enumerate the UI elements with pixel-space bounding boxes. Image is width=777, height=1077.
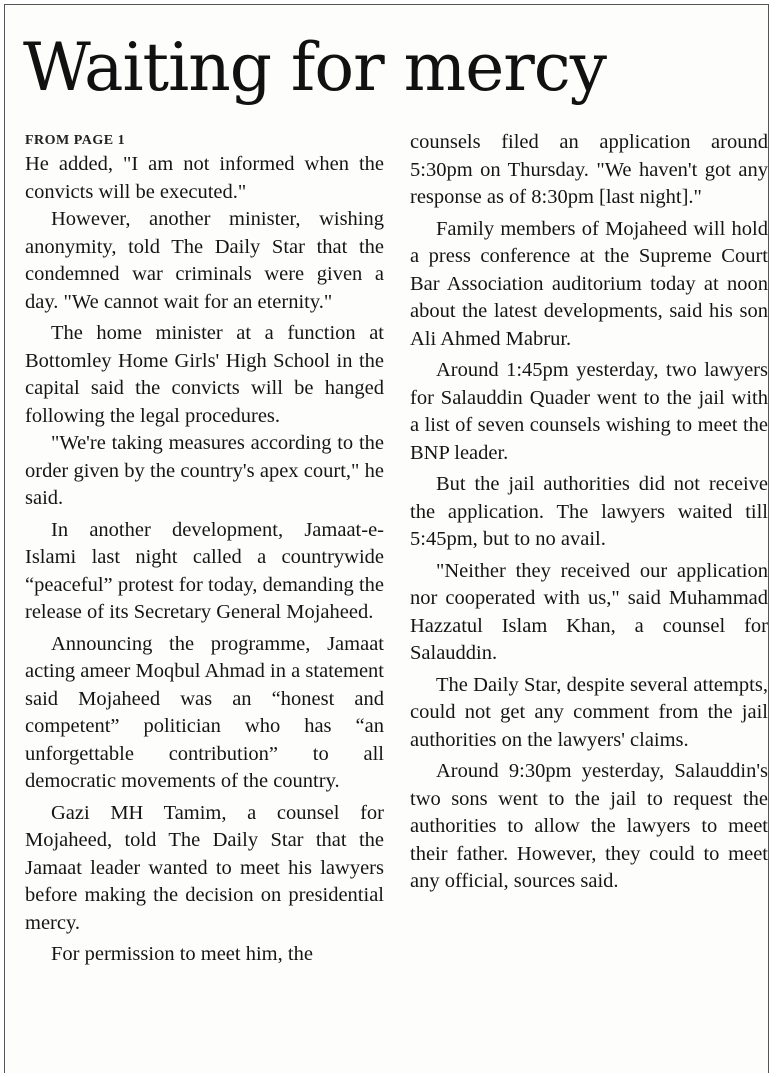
paragraph: Family members of Mojaheed will hold a press conference at the Supreme Court Bar Association auditorium today at noon about the latest developments, said his son Ali Ahmed Mabrur. — [410, 217, 768, 350]
paragraph: "We're taking measures according to the order given by the country's apex court," he said. — [25, 432, 384, 509]
paragraph: For permission to meet him, the — [51, 943, 313, 965]
paragraph: He added, "I am not informed when the convicts will be executed." — [25, 153, 384, 203]
paragraph: However, another minister, wishing anonymity, told The Daily Star that the condemned war criminals were given a day. "We cannot wait for an eternity." — [25, 208, 384, 313]
paragraph: "Neither they received our application nor cooperated with us," said Muhammad Hazzatul Islam Khan, a counsel for Salauddin. — [410, 559, 768, 664]
headline: Waiting for mercy — [23, 29, 607, 106]
right-column — [410, 129, 768, 896]
dateline: FROM PAGE 1 — [25, 133, 126, 148]
paragraph: The home minister at a function at Bottomley Home Girls' High School in the capital said the convicts will be hanged following the legal procedures. — [25, 322, 384, 427]
paragraph: Gazi MH Tamim, a counsel for Mojaheed, told The Daily Star that the Jamaat leader wanted to meet his lawyers before making the decision on presidential mercy. — [25, 801, 384, 934]
paragraph: In another development, Jamaat-e-Islami last night called a countrywide “peaceful” protest for today, demanding the release of its Secretary General Mojaheed. — [25, 518, 384, 623]
left-column — [25, 133, 384, 969]
paragraph: Around 1:45pm yesterday, two lawyers for Salauddin Quader went to the jail with a list of seven counsels wishing to meet the BNP leader. — [410, 359, 768, 464]
paragraph: Announcing the programme, Jamaat acting ameer Moqbul Ahmad in a statement said Mojaheed was an “honest and competent” politician who has “an unforgettable contribution” to all democratic movements of the country. — [25, 632, 384, 792]
paragraph: Around 9:30pm yesterday, Salauddin's two sons went to the jail to request the authorities to allow the lawyers to meet their father. However, they could to meet any official, sources said. — [410, 760, 768, 892]
paragraph: The Daily Star, despite several attempts, could not get any comment from the jail authorities on the lawyers' claims. — [410, 673, 768, 751]
article-frame — [4, 4, 769, 1073]
paragraph: counsels filed an application around 5:30pm on Thursday. "We haven't got any response as of 8:30pm [last night]." — [410, 131, 768, 208]
paragraph: But the jail authorities did not receive the application. The lawyers waited till 5:45pm, but to no avail. — [410, 473, 768, 550]
